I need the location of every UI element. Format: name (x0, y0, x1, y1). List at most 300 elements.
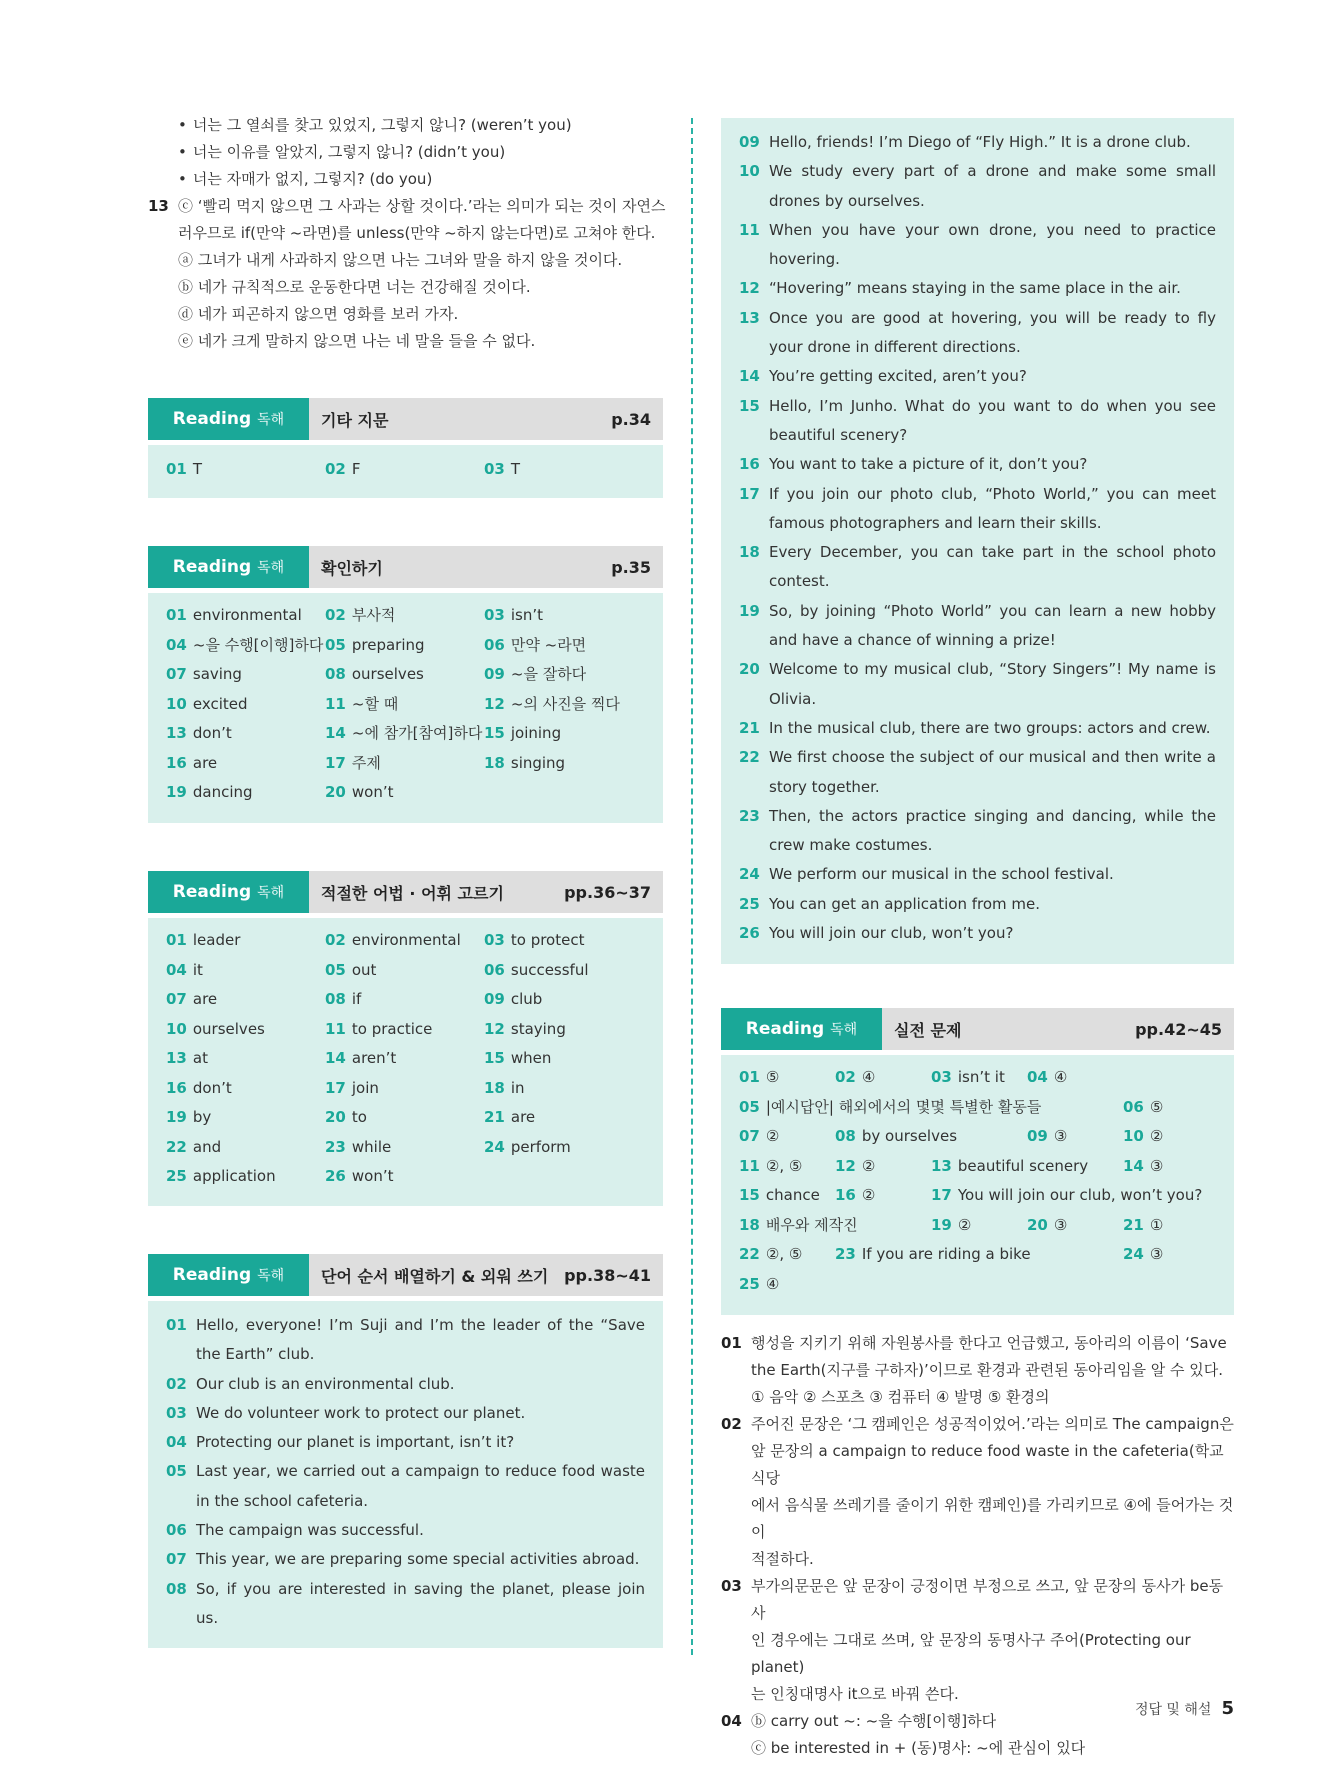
explanation-line (721, 1546, 1234, 1573)
sentence-number: 24 (739, 865, 760, 884)
answer-text: 부사적 (351, 606, 396, 624)
answer-item (166, 1044, 325, 1074)
sentence-row (166, 1370, 645, 1399)
sentence-text: Hello, I’m Junho. What do you want to do when you see beautiful scenery? (769, 396, 1216, 444)
answer-text: ② (861, 1186, 876, 1204)
answer-item (325, 1074, 484, 1104)
answer-text: when (510, 1049, 552, 1067)
answer-item (166, 1133, 325, 1163)
answer-number: 05 (739, 1097, 760, 1116)
answer-text: ~을 수행[이행]하다 (192, 635, 324, 654)
sentence-row (739, 304, 1216, 363)
sentence-number: 01 (166, 1316, 187, 1334)
answer-item (484, 926, 643, 956)
sentence-number: 16 (739, 455, 760, 474)
answer-item (325, 455, 484, 485)
sentence-text: You will join our club, won’t you? (769, 924, 1014, 943)
answer-row (739, 1152, 1216, 1182)
sentence-number: 11 (739, 220, 760, 239)
answer-item (325, 956, 484, 986)
answer-number: 22 (739, 1245, 760, 1263)
answer-item (325, 985, 484, 1015)
answer-number: 11 (325, 1019, 346, 1038)
answer-text: are (192, 990, 218, 1008)
explanation-number: 04 (721, 1712, 742, 1730)
explanation-text: 부가의문문은 앞 문장이 긍정이면 부정으로 쓰고, 앞 문장의 동사가 be동사 (751, 1577, 1224, 1622)
answer-text: 주제 (351, 753, 381, 772)
answer-row (739, 1240, 1216, 1270)
answer-text: ②, ⑤ (765, 1245, 803, 1263)
sentence-text: Last year, we carried out a campaign to reduce food waste in the school cafeteria. (196, 1462, 645, 1510)
answer-text: ~에 참가[참여]하다 (351, 724, 483, 742)
question-number: 13 (148, 197, 169, 215)
answer-item (484, 601, 643, 631)
explanation-number: 02 (721, 1415, 742, 1433)
sentence-number: 06 (166, 1521, 187, 1540)
answer-item (166, 1015, 325, 1045)
sentence-text: Protecting our planet is important, isn’t it? (196, 1433, 515, 1452)
answer-text: ② (957, 1215, 972, 1234)
answer-item (739, 1270, 779, 1300)
answer-number: 08 (325, 665, 346, 683)
answer-text: are (192, 753, 218, 772)
sentence-text: We do volunteer work to protect our planet. (196, 1403, 526, 1422)
answer-item (835, 1122, 957, 1152)
sentence-row (739, 919, 1216, 948)
section-page: p.34 (611, 409, 651, 429)
sentence-text: Every December, you can take part in the school photo contest. (769, 543, 1216, 591)
answer-text: F (351, 460, 361, 478)
answer-box-s5 (721, 1055, 1234, 1315)
answer-item (931, 1152, 1088, 1182)
answer-text: saving (192, 665, 242, 683)
explanation-line (721, 1735, 1234, 1762)
answer-number: 02 (325, 931, 346, 949)
answer-number: 17 (325, 753, 346, 772)
answer-number: 23 (835, 1245, 856, 1263)
answer-item (325, 1015, 484, 1045)
answer-number: 11 (325, 694, 346, 713)
question-text: ⓒ ‘빨리 먹지 않으면 그 사과는 상할 것이다.’라는 의미가 되는 것이 자연스 (178, 197, 666, 215)
answer-number: 26 (325, 1167, 346, 1185)
answer-box-s2 (148, 593, 663, 823)
answer-item (325, 1162, 484, 1192)
answer-text: ②, ⑤ (765, 1156, 803, 1175)
answer-number: 16 (166, 1078, 187, 1097)
answer-number: 20 (325, 783, 346, 801)
answer-text: 만약 ~라면 (510, 635, 587, 654)
answer-item (739, 1152, 802, 1182)
answer-text: excited (192, 694, 248, 713)
explanation-text: 인 경우에는 그대로 쓰며, 앞 문장의 동명사구 주어(Protecting our planet) (751, 1631, 1191, 1676)
answer-number: 15 (739, 1186, 760, 1204)
sentence-number: 18 (739, 543, 760, 562)
section-tag: Reading 독해 (721, 1008, 882, 1050)
option-line: ⓐ 그녀가 내게 사과하지 않으면 나는 그녀와 말을 하지 않을 것이다. (178, 251, 623, 269)
answer-text: ~할 때 (351, 694, 399, 713)
answer-item (1027, 1122, 1067, 1152)
answer-row (739, 1211, 1216, 1241)
answer-item (484, 1015, 643, 1045)
answer-number: 06 (484, 960, 505, 979)
sentence-number: 20 (739, 660, 760, 679)
intro-bullet: • 너는 이유를 알았지, 그렇지 않니? (didn’t you) (148, 139, 668, 166)
explanation-text: ① 음악 ② 스포츠 ③ 컴퓨터 ④ 발명 ⑤ 환경의 (751, 1388, 1050, 1406)
option-line: ⓔ 네가 크게 말하지 않으면 나는 네 말을 들을 수 없다. (178, 332, 536, 350)
sentence-text: If you join our photo club, “Photo World,” you can meet famous photographers and learn their skills. (769, 484, 1216, 532)
answer-number: 07 (166, 990, 187, 1008)
answer-number: 05 (325, 960, 346, 979)
answer-row (739, 1093, 1216, 1123)
answer-item (325, 601, 484, 631)
answer-item (484, 660, 643, 690)
sentence-number: 22 (739, 748, 760, 767)
sentence-row (166, 1457, 645, 1516)
section-header-check (148, 546, 663, 588)
answer-item (325, 1103, 484, 1133)
answer-text: to protect (510, 931, 585, 949)
answer-number: 08 (325, 990, 346, 1008)
explanation-text: 주어진 문장은 ‘그 캠페인은 성공적이었어.’라는 의미로 The campaign은 (751, 1415, 1234, 1433)
answer-item (739, 1181, 820, 1211)
answer-text: won’t (351, 783, 394, 801)
answer-text: isn’t it (957, 1068, 1005, 1086)
answer-number: 16 (166, 753, 187, 772)
answer-number: 03 (484, 460, 505, 478)
answer-number: 12 (484, 694, 505, 713)
answer-item (1123, 1211, 1163, 1241)
answer-text: in (510, 1078, 525, 1097)
answer-text: ② (1149, 1127, 1164, 1145)
answer-number: 01 (739, 1068, 760, 1086)
answer-text: join (351, 1078, 379, 1097)
answer-text: ① (1149, 1215, 1164, 1234)
answer-item (484, 985, 643, 1015)
answer-number: 17 (931, 1186, 952, 1204)
answer-number: 25 (166, 1167, 187, 1185)
answer-number: 20 (325, 1108, 346, 1126)
answer-number: 20 (1027, 1215, 1048, 1234)
sentence-row (739, 655, 1216, 714)
answer-item (739, 1211, 858, 1241)
answer-number: 05 (325, 635, 346, 654)
section-page: pp.42~45 (1135, 1019, 1222, 1039)
sentence-text: Welcome to my musical club, “Story Singers”! My name is Olivia. (769, 660, 1216, 708)
answer-text: ② (861, 1156, 876, 1175)
sentence-text: When you have your own drone, you need to practice hovering. (769, 220, 1216, 269)
sentence-text: In the musical club, there are two groups: actors and crew. (769, 718, 1211, 737)
answer-number: 10 (1123, 1127, 1144, 1145)
answer-item (166, 749, 325, 779)
answer-text: T (510, 460, 521, 478)
answer-item (484, 719, 643, 749)
answer-number: 25 (739, 1274, 760, 1293)
answer-number: 03 (484, 606, 505, 624)
sentence-number: 19 (739, 601, 760, 620)
explanation-line (721, 1627, 1234, 1681)
explanation-text: ⓑ carry out ~: ~을 수행[이행]하다 (751, 1712, 997, 1730)
sentence-number: 09 (739, 133, 760, 151)
answer-text: chance (765, 1186, 820, 1204)
sentence-row (739, 450, 1216, 479)
sentence-text: So, by joining “Photo World” you can learn a new hobby and have a chance of winning a prize! (769, 601, 1216, 650)
answer-item (1123, 1240, 1163, 1270)
answer-number: 03 (931, 1068, 952, 1086)
answer-text: If you are riding a bike (861, 1245, 1031, 1263)
sentence-row (739, 274, 1216, 303)
answer-text: don’t (192, 1078, 232, 1097)
answer-text: ② (765, 1127, 780, 1145)
answer-number: 07 (739, 1127, 760, 1145)
answer-item (325, 926, 484, 956)
answer-number: 21 (484, 1108, 505, 1126)
sentence-text: Hello, everyone! I’m Suji and I’m the leader of the “Save the Earth” club. (196, 1316, 645, 1364)
answer-number: 12 (484, 1019, 505, 1038)
sentence-text: This year, we are preparing some special activities abroad. (196, 1550, 640, 1569)
answer-number: 22 (166, 1137, 187, 1156)
answer-number: 07 (166, 665, 187, 683)
sentence-text: So, if you are interested in saving the planet, please join us. (196, 1579, 645, 1627)
answer-item (484, 749, 643, 779)
explanation-item (721, 1411, 1234, 1438)
sentence-row (739, 157, 1216, 216)
answer-item (835, 1181, 875, 1211)
answer-number: 16 (835, 1186, 856, 1204)
sentence-number: 10 (739, 162, 760, 181)
option-line: ⓑ 네가 규칙적으로 운동한다면 너는 건강해질 것이다. (178, 278, 531, 296)
explanation-number: 01 (721, 1334, 742, 1352)
sentence-row (166, 1545, 645, 1574)
answer-number: 18 (484, 753, 505, 772)
question-text-cont: 러우므로 if(만약 ~라면)를 unless(만약 ~하지 않는다면)로 고쳐야 한다. (178, 224, 656, 242)
answer-item (325, 778, 484, 808)
answer-text: joining (510, 724, 562, 742)
answer-item (166, 1074, 325, 1104)
section-title: 기타 지문 (321, 410, 389, 430)
sentence-number: 04 (166, 1433, 187, 1452)
explanation-text: 적절하다. (751, 1550, 814, 1568)
answer-text: club (510, 990, 543, 1008)
answer-number: 13 (931, 1156, 952, 1175)
sentence-row (739, 362, 1216, 391)
explanation-text: 앞 문장의 a campaign to reduce food waste in the cafeteria(학교 식당 (751, 1442, 1224, 1487)
answer-item (166, 1162, 325, 1192)
explanation-number: 03 (721, 1577, 742, 1595)
answer-number: 15 (484, 1049, 505, 1067)
answer-item (325, 690, 484, 720)
answer-text: successful (510, 960, 589, 979)
section-title: 적절한 어법 · 어휘 고르기 (321, 883, 504, 903)
section-title: 단어 순서 배열하기 & 외워 쓰기 (321, 1266, 549, 1286)
answer-text: You will join our club, won’t you? (957, 1186, 1203, 1204)
answer-item (484, 1044, 643, 1074)
intro-bullet: • 너는 자매가 없지, 그렇지? (do you) (148, 166, 668, 193)
answer-number: 10 (166, 694, 187, 713)
answer-number: 02 (325, 606, 346, 624)
answer-item (166, 985, 325, 1015)
answer-number: 14 (325, 724, 346, 742)
answer-text: ③ (1149, 1245, 1164, 1263)
sentence-number: 05 (166, 1462, 187, 1481)
sentence-row (739, 216, 1216, 275)
answer-number: 11 (739, 1156, 760, 1175)
answer-box-s1 (148, 445, 663, 498)
section-header-other-passages (148, 398, 663, 440)
answer-number: 08 (835, 1127, 856, 1145)
answer-item (484, 956, 643, 986)
sentence-number: 21 (739, 718, 760, 737)
sentence-text: Hello, friends! I’m Diego of “Fly High.” It is a drone club. (769, 133, 1191, 151)
answer-text: won’t (351, 1167, 394, 1185)
sentence-row (739, 480, 1216, 539)
section-page: pp.36~37 (564, 882, 651, 902)
sentence-row (739, 802, 1216, 861)
answer-item (739, 1122, 779, 1152)
answer-text: are (510, 1108, 536, 1126)
answer-item (484, 690, 643, 720)
section-title: 확인하기 (321, 558, 383, 578)
answer-row (739, 1181, 1216, 1211)
explanation-text: 행성을 지키기 위해 자원봉사를 한다고 언급했고, 동아리의 이름이 ‘Save (751, 1334, 1227, 1352)
answer-item (484, 1074, 643, 1104)
sentence-row (739, 128, 1216, 157)
answer-item (835, 1152, 875, 1182)
answer-number: 03 (484, 931, 505, 949)
answer-text: at (192, 1049, 208, 1067)
answer-text: to practice (351, 1019, 433, 1038)
section-tag: Reading 독해 (148, 398, 309, 440)
answer-number: 24 (484, 1137, 505, 1156)
sentence-number: 03 (166, 1403, 187, 1422)
answer-text: ⑤ (765, 1068, 780, 1086)
answer-item (1123, 1122, 1163, 1152)
explanation-line (721, 1492, 1234, 1546)
answer-number: 01 (166, 931, 187, 949)
answer-text: ④ (1053, 1068, 1068, 1086)
answer-item (325, 1044, 484, 1074)
answer-item (1027, 1063, 1067, 1093)
sentence-number: 08 (166, 1579, 187, 1598)
answer-text: ~을 잘하다 (510, 665, 587, 683)
answer-text: by (192, 1108, 212, 1126)
sentence-number: 26 (739, 924, 760, 943)
answer-item (166, 1103, 325, 1133)
sentence-row (739, 890, 1216, 919)
sentence-text: You want to take a picture of it, don’t you? (769, 455, 1088, 474)
explanation-item (721, 1573, 1234, 1627)
sentence-row (739, 392, 1216, 451)
answer-text: singing (510, 753, 566, 772)
answer-number: 01 (166, 460, 187, 478)
answer-item (484, 1133, 643, 1163)
answer-number: 09 (484, 990, 505, 1008)
explanation-text: ⓒ be interested in + (동)명사: ~에 관심이 있다 (751, 1739, 1086, 1757)
sentence-row (166, 1516, 645, 1545)
sentence-text: You’re getting excited, aren’t you? (769, 367, 1027, 386)
answer-number: 06 (1123, 1097, 1144, 1116)
sentence-row (739, 743, 1216, 802)
column-divider (691, 118, 693, 1655)
sentence-text: We perform our musical in the school festival. (769, 865, 1114, 884)
explanation-line (721, 1438, 1234, 1492)
sentence-number: 07 (166, 1550, 187, 1569)
sentence-text: We first choose the subject of our musical and then write a story together. (769, 748, 1216, 796)
question-13 (148, 193, 668, 220)
answer-text: environmental (351, 931, 461, 949)
intro-notes (148, 112, 668, 355)
sentence-number: 25 (739, 894, 760, 913)
section-header-grammar (148, 871, 663, 913)
answer-item (931, 1063, 1005, 1093)
answer-number: 04 (166, 960, 187, 979)
answer-text: to (351, 1108, 367, 1126)
answer-item (835, 1063, 875, 1093)
section-header-word-order (148, 1254, 663, 1296)
answer-item (1123, 1093, 1163, 1123)
answer-number: 18 (484, 1078, 505, 1097)
answer-number: 24 (1123, 1245, 1144, 1263)
explanation-text: 는 인칭대명사 it으로 바꿔 쓴다. (751, 1685, 959, 1703)
answer-box-s4 (148, 1301, 663, 1648)
answer-box-s4-continued (721, 118, 1234, 964)
answer-text: leader (192, 931, 241, 949)
page-footer (1135, 1698, 1234, 1719)
answer-item (166, 926, 325, 956)
explanation-text: the Earth(지구를 구하자)’이므로 환경과 관련된 동아리임을 알 수 있다. (751, 1361, 1223, 1379)
answer-text: ③ (1053, 1127, 1068, 1145)
answer-number: 02 (325, 460, 346, 478)
sentence-row (166, 1428, 645, 1457)
sentence-row (739, 860, 1216, 889)
answer-item (931, 1211, 971, 1241)
answer-number: 19 (166, 783, 187, 801)
answer-item (325, 660, 484, 690)
answer-text: T (192, 460, 203, 478)
answer-text: ourselves (192, 1019, 265, 1038)
sentence-row (166, 1311, 645, 1370)
answer-number: 01 (166, 606, 187, 624)
sentence-row (166, 1575, 645, 1634)
answer-text: ④ (765, 1274, 780, 1293)
answer-number: 13 (166, 724, 187, 742)
answer-number: 15 (484, 724, 505, 742)
answer-text: preparing (351, 635, 425, 654)
answer-item (931, 1181, 1202, 1211)
answer-item (166, 601, 325, 631)
option-line: ⓓ 네가 피곤하지 않으면 영화를 보러 가자. (178, 305, 459, 323)
answer-number: 04 (1027, 1068, 1048, 1086)
page-number: 5 (1221, 1698, 1234, 1719)
answer-number: 14 (1123, 1156, 1144, 1175)
sentence-number: 12 (739, 279, 760, 298)
answer-text: ourselves (351, 665, 424, 683)
sentence-number: 23 (739, 806, 760, 825)
answer-text: ~의 사진을 찍다 (510, 694, 620, 713)
answer-text: by ourselves (861, 1127, 958, 1145)
answer-row (739, 1270, 1216, 1300)
sentence-text: Our club is an environmental club. (196, 1374, 455, 1393)
answer-number: 10 (166, 1019, 187, 1038)
sentence-row (739, 597, 1216, 656)
answer-row (739, 1122, 1216, 1152)
answer-number: 09 (484, 665, 505, 683)
answer-box-s3 (148, 918, 663, 1206)
answer-number: 23 (325, 1137, 346, 1156)
answer-text: ④ (861, 1068, 876, 1086)
sentence-text: The campaign was successful. (196, 1521, 424, 1540)
sentence-number: 15 (739, 396, 760, 415)
answer-item (325, 1133, 484, 1163)
